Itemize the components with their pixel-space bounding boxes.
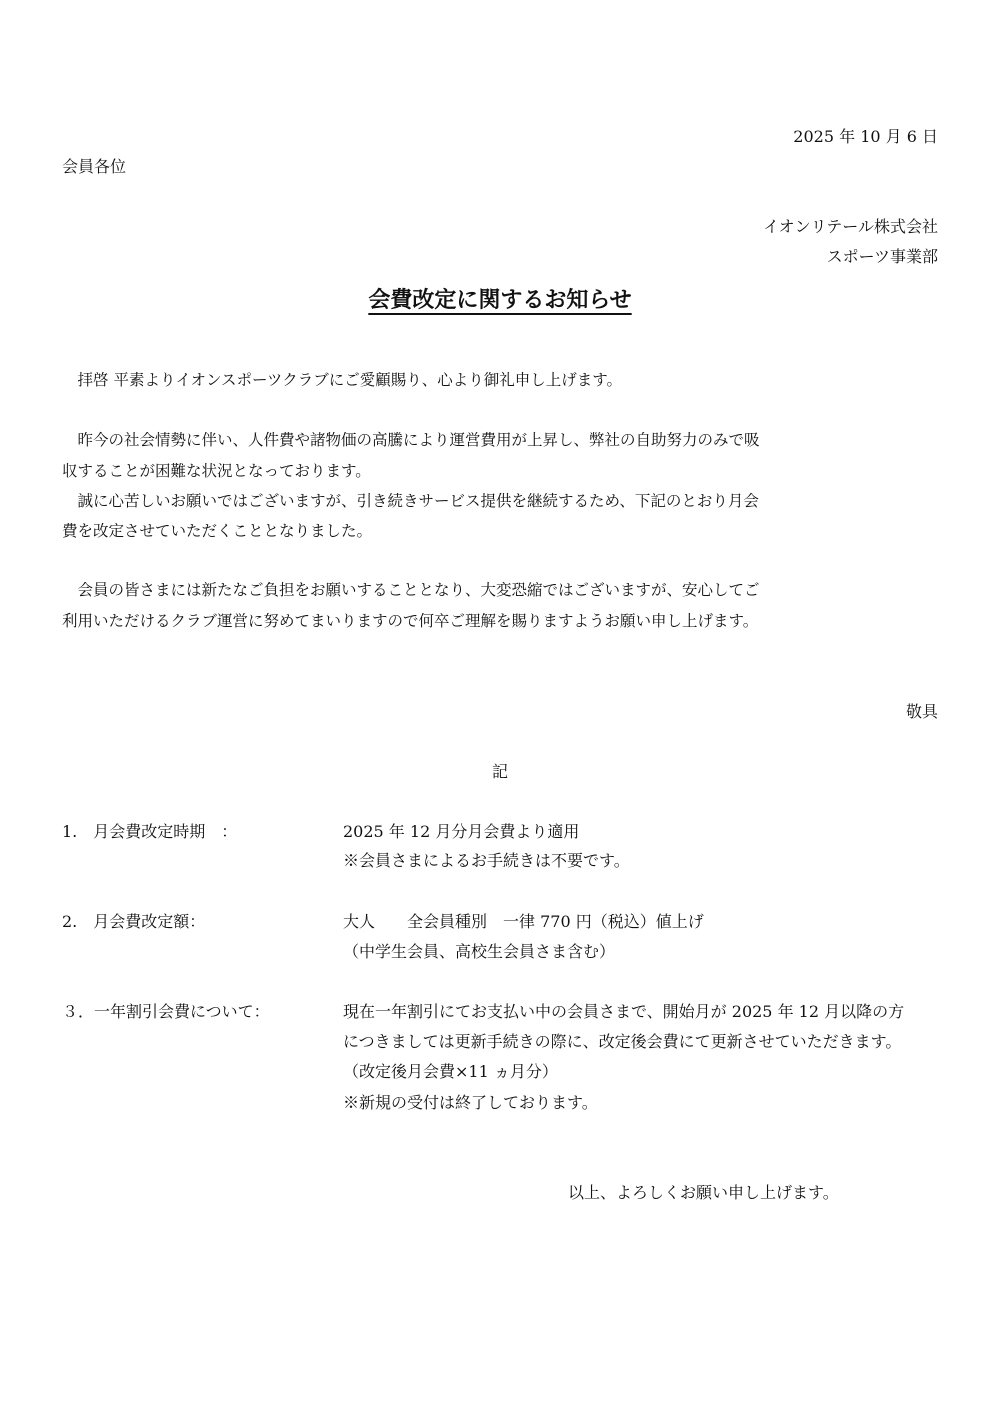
item-3-line-2: につきましては更新手続きの際に、改定後会費にて更新させていただきます。 <box>343 1032 902 1051</box>
item-3-line-1: 現在一年割引にてお支払い中の会員さまで、開始月が 2025 年 12 月以降の方 <box>343 1002 905 1021</box>
item-2-line-1: 大人 全会員種別 一律 770 円（税込）値上げ <box>343 912 704 931</box>
item-2-label: 2. 月会費改定額： <box>62 912 206 931</box>
p3-line-1: 誠に心苦しいお願いではございますが、引き続きサービス提供を継続するため、下記のとおり月会 <box>62 492 759 510</box>
item-2-line-2: （中学生会員、高校生会員さま含む） <box>343 942 616 961</box>
department-name: スポーツ事業部 <box>826 247 938 266</box>
p2-line-2: 収することが困難な状況となっております。 <box>62 462 371 480</box>
item-1-label: 1. 月会費改定時期 ： <box>62 822 238 841</box>
p2-line-1: 昨今の社会情勢に伴い、人件費や諸物価の高騰により運営費用が上昇し、弊社の自助努力のみで吸 <box>62 431 760 449</box>
document-date: 2025 年 10 月 6 日 <box>793 127 938 146</box>
item-3-line-3: （改定後月会費×11 ヵ月分） <box>343 1062 558 1081</box>
p4-line-2: 利用いただけるクラブ運営に努めてまいりますので何卒ご理解を賜りますようお願い申し上げます。 <box>62 612 759 630</box>
item-1-line-1: 2025 年 12 月分月会費より適用 <box>343 822 580 841</box>
ki-heading: 記 <box>491 762 508 781</box>
greeting-text: 拝啓 平素よりイオンスポーツクラブにご愛顧賜り、心より御礼申し上げます。 <box>77 371 623 389</box>
greeting-paragraph <box>62 370 622 390</box>
closing-keigu: 敬具 <box>905 702 938 721</box>
p4-line-1: 会員の皆さまには新たなご負担をお願いすることとなり、大変恐縮ではございますが、安心してご <box>62 581 760 599</box>
item-3-line-4: ※新規の受付は終了しております。 <box>343 1093 598 1112</box>
recipient: 会員各位 <box>62 157 127 176</box>
item-1-line-2: ※会員さまによるお手続きは不要です。 <box>343 851 630 870</box>
p3-line-2: 費を改定させていただくこととなりました。 <box>62 522 373 540</box>
item-3-label: ３．一年割引会費について： <box>62 1002 270 1021</box>
ending-text: 以上、よろしくお願い申し上げます。 <box>568 1183 839 1202</box>
document-title: 会費改定に関するお知らせ <box>368 288 632 313</box>
company-name: イオンリテール株式会社 <box>763 217 938 236</box>
